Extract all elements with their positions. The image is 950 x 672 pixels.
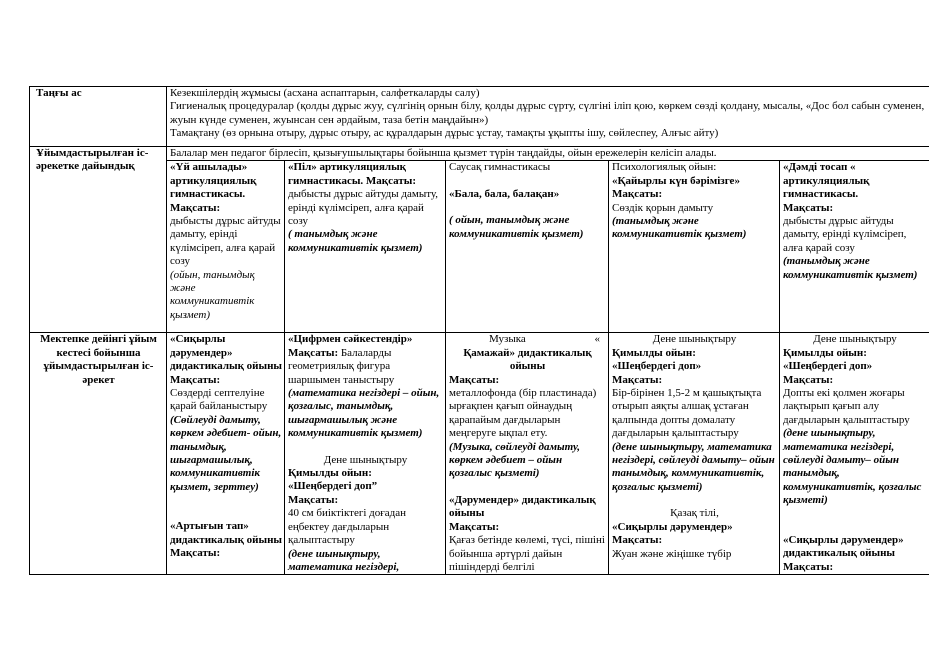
paragraph: (танымдық және коммуникативтік қызмет) xyxy=(612,215,747,241)
paragraph: «Сиқырлы дәрумендер» xyxy=(612,520,733,533)
paragraph: (дене шынықтыру, математика негіздері, сөйлеуді дамыту– ойын танымдық, коммуникативтік, қозғалыс қызметі) xyxy=(612,440,775,493)
prep-day-cell xyxy=(285,161,446,333)
paragraph: «Артығын тап» дидактикалық ойыны xyxy=(170,520,283,546)
paragraph: Мақсаты: xyxy=(170,373,221,386)
paragraph-rest: Балаларды геометриялық фигура шаршымен таныстыру xyxy=(288,346,395,386)
paragraph: Допты екі қолмен жоғары лақтырып қағып алу дағдыларын қалыптастыру xyxy=(783,387,910,426)
school-label: Мектепке дейінгі ұйым кестесі бойынша ұйымдастырылған іс-әрекет xyxy=(30,333,167,575)
breakfast-line: Тамақтану (өз орнына отыру, дұрыс отыру, ас құралдарын дұрыс ұстау, тамақты ұқыпты ішу, сөйлеспеу, Алғыс айту) xyxy=(170,127,719,140)
paragraph: дыбысты дұрыс айтуды дамыту, ерінді күлімсіреп, алға қарай созу xyxy=(783,215,907,254)
paragraph: (математика негіздері – ойын, қозғалыс, танымдық, шығармашылық және коммуникативтік қызмет) xyxy=(288,387,440,440)
paragraph-lead: Мақсаты: xyxy=(288,346,339,359)
paragraph: Мақсаты: xyxy=(612,373,663,386)
paragraph: (Музыка, сөйлеуді дамыту, көркем әдебиет – ойын қозғалыс қызметі) xyxy=(449,440,581,480)
paragraph: «Қайырлы күн бәрімізге» xyxy=(612,174,740,187)
prep-span-text: Балалар мен педагог бірлесіп, қызығушылықтары бойынша қызмет түрін таңдайды, ойын ережелерін келісіп алады. xyxy=(167,147,930,161)
paragraph: «Сиқырлы дәрумендер» дидактикалық ойыны xyxy=(783,533,904,560)
spacer xyxy=(783,521,927,534)
paragraph: дыбысты дұрыс айтуды дамыту, еріндi күлімсіреп, алға қарай созу xyxy=(170,215,281,268)
paragraph: «Шеңбердегі доп» xyxy=(612,360,702,373)
paragraph: «Піл» артикуляциялық гимнастикасы. Мақсаты: xyxy=(288,161,417,187)
paragraph: «Шеңбердегі доп» xyxy=(783,360,873,373)
prep-day-cell xyxy=(780,161,930,333)
paragraph: Мақсаты: xyxy=(612,188,663,201)
prep-row xyxy=(30,147,930,161)
paragraph: «Сиқырлы дәрумендер» дидактикалық ойыны xyxy=(170,333,283,373)
paragraph: «Цифрмен сәйкестендір» xyxy=(288,333,413,346)
paragraph: Мақсаты: xyxy=(612,534,663,547)
paragraph: Қимылды ойын: xyxy=(288,467,372,480)
paragraph: (дене шынықтыру, математика негіздері, xyxy=(288,547,400,573)
paragraph: Сөздерді септелуіне қарай байланыстыру xyxy=(170,387,268,413)
paragraph: (дене шынықтыру, математика негіздері, сөйлеуді дамыту– ойын танымдық, коммуникативтік, қозғалыс қызметі) xyxy=(783,427,922,507)
paragraph: «Бала, бала, балақан» xyxy=(449,187,560,200)
paragraph: Дене шынықтыру xyxy=(813,333,897,346)
subject-heading xyxy=(449,333,606,346)
paragraph: Қимылды ойын: xyxy=(783,346,867,359)
paragraph xyxy=(288,347,443,387)
paragraph: Мақсаты: xyxy=(783,373,834,386)
paragraph: «Шеңбердегі доп” xyxy=(288,480,378,493)
spacer xyxy=(449,175,606,188)
prep-label: Ұйымдастырылған іс-әрекетке дайындық xyxy=(30,147,167,333)
paragraph: 40 см биіктіктегі доғадан еңбектеу дағдыларын қалыптастыру xyxy=(288,507,407,547)
breakfast-line: Гигиеналық процедуралар (қолды дұрыс жуу, сүлгінің орнын білу, қолды дұрыс сүрту, сүлгіні іліп қою, көркем сөзді қолдану, мысалы, «Дос бол сабын суменен, жуын күнде суменен, жуынсан сен әрдайым, таза бетін маңдайын») xyxy=(170,100,925,126)
paragraph: ( танымдық және коммуникативтік қызмет) xyxy=(288,228,423,254)
paragraph: Бір-бірінен 1,5-2 м қашықтықта отырып аяқты алшақ ұстаған қалпында допты домалату дағдыларын қалыптастыру xyxy=(612,387,762,440)
school-day-cell xyxy=(609,333,780,575)
paragraph: Мақсаты: xyxy=(449,373,500,386)
school-day-cell xyxy=(446,333,609,575)
paragraph: Жуан және жіңішке түбір xyxy=(612,547,732,560)
spacer xyxy=(449,481,606,494)
school-day-cell xyxy=(780,333,930,575)
breakfast-label: Таңғы ас xyxy=(30,87,167,147)
breakfast-line: Кезекшілердің жұмысы (асхана аспаптарын, салфеткаларды салу) xyxy=(170,87,480,99)
paragraph: Мақсаты: xyxy=(170,201,221,214)
paragraph: Мақсаты: xyxy=(170,547,221,560)
spacer xyxy=(783,508,927,521)
paragraph: Психологиялық ойын: xyxy=(612,161,717,174)
paragraph: Дене шынықтыру xyxy=(652,333,737,346)
paragraph: «Үй ашылады» артикуляциялық гимнастикасы. xyxy=(170,161,257,201)
prep-day-cell xyxy=(446,161,609,333)
school-day-cell xyxy=(167,333,285,575)
paragraph: Қазақ тілі, xyxy=(670,507,719,520)
paragraph: Сөздік қорын дамыту xyxy=(612,201,714,214)
paragraph: Дене шынықтыру xyxy=(323,453,408,466)
open-quote: « xyxy=(594,333,600,346)
spacer xyxy=(170,494,282,507)
paragraph: (танымдық және коммуникативтік қызмет) xyxy=(783,255,918,281)
paragraph: дыбысты дұрыс айтуды дамыту, еріндi күлімсіреп, алға қарай созу xyxy=(288,188,439,228)
paragraph: Қамажай» дидактикалық ойыны xyxy=(463,346,592,373)
spacer xyxy=(449,201,606,214)
paragraph: «Дәмді тосап « артикуляциялық гимнастикасы. xyxy=(783,161,870,201)
breakfast-row xyxy=(30,87,930,147)
paragraph: Мақсаты: xyxy=(783,560,834,573)
paragraph: «Дәрумендер» дидактикалық ойыны xyxy=(449,493,596,520)
paragraph: (ойын, танымдық және коммуникативтік қызмет) xyxy=(170,268,255,321)
paragraph: Саусақ гимнастикасы xyxy=(449,161,551,174)
subject-name: Музыка xyxy=(489,333,526,346)
school-row xyxy=(30,333,930,575)
prep-day-cell xyxy=(167,161,285,333)
prep-day-cell xyxy=(609,161,780,333)
breakfast-content xyxy=(167,87,930,147)
paragraph: металлофонда (бір пластинада) ырғақпен қағып ойнаудың қарапайым дағдыларын меңгеруге ықпал ету. xyxy=(449,387,597,440)
spacer xyxy=(612,494,777,507)
paragraph: Мақсаты: xyxy=(783,201,834,214)
paragraph: ( ойын, танымдық және коммуникативтік қызмет) xyxy=(449,214,584,240)
paragraph: Қағаз бетінде көлемі, түсі, пішіні бойынша әртүрлі дайын пішіндерді белгілі xyxy=(449,534,605,573)
schedule-table xyxy=(29,86,929,575)
spacer xyxy=(170,507,282,520)
paragraph: (Сөйлеуді дамыту, көркем әдебиет- ойын, танымдық, шығармашылық, коммуникативтік қызмет, зерттеу) xyxy=(170,413,282,493)
school-day-cell xyxy=(285,333,446,575)
paragraph: Қимылды ойын: xyxy=(612,346,696,359)
paragraph: Мақсаты: xyxy=(449,520,500,533)
spacer xyxy=(288,441,443,454)
paragraph: Мақсаты: xyxy=(288,493,339,506)
schedule-document xyxy=(29,86,929,646)
